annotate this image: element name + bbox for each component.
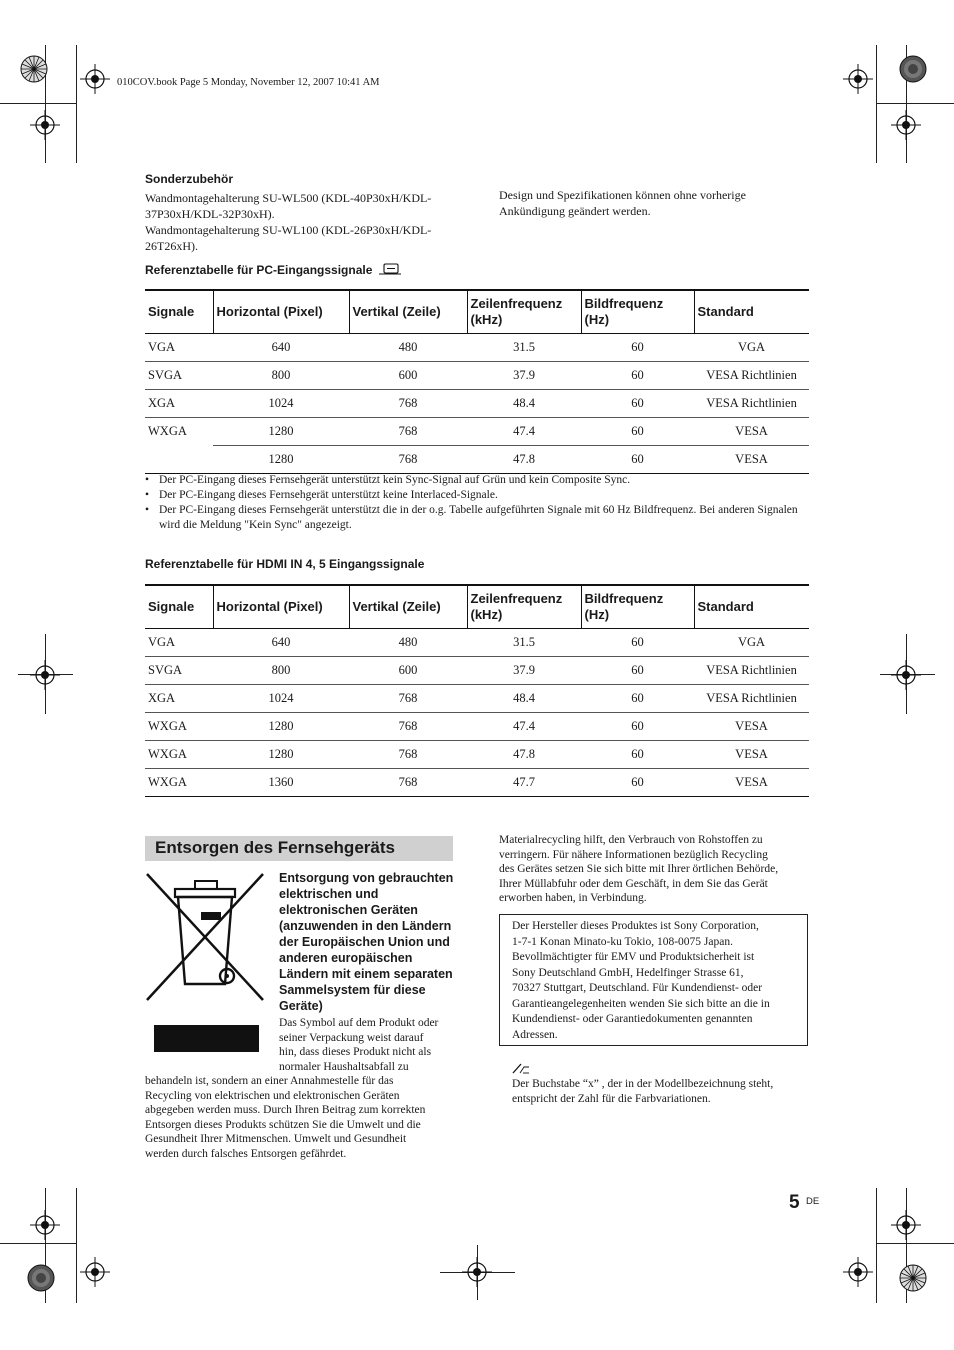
cell: 60: [581, 741, 694, 769]
table-row: [145, 629, 809, 657]
text-line: Das Symbol auf dem Produkt oder: [279, 1017, 439, 1029]
text-line: Adressen.: [512, 1028, 558, 1041]
page-number-value: 5: [789, 1192, 800, 1213]
cell: WXGA: [148, 424, 187, 439]
heading-line: elektrischen und: [279, 887, 379, 901]
starburst-mark-icon: [899, 1264, 927, 1292]
noise-mark-icon: [27, 1264, 55, 1292]
print-header: 010COV.book Page 5 Monday, November 12, 2007 10:41 AM: [117, 77, 380, 88]
cell: 768: [349, 713, 467, 741]
list-item: • Der PC-Eingang dieses Fernsehgerät unterstützt keine Interlaced-Signale.: [145, 488, 805, 503]
col-header: Bildfrequenz (Hz): [581, 290, 694, 334]
black-bar-mark: [154, 1025, 259, 1052]
registration-mark-icon: [891, 1210, 921, 1240]
cell: 600: [349, 657, 467, 685]
cell: 1280: [213, 446, 349, 474]
disposal-text-narrow: [279, 1016, 459, 1074]
text-line: des Gerätes setzen Sie sich bitte mit Ihrer örtlichen Behörde,: [499, 863, 779, 875]
pc-table-title: [145, 262, 401, 277]
text-line: erworben haben, in Verbindung.: [499, 892, 647, 904]
cell: VESA Richtlinien: [694, 685, 809, 713]
cell: 47.8: [467, 741, 581, 769]
text-line: Materialrecycling hilft, den Verbrauch von Rohstoffen zu: [499, 834, 763, 846]
cell: 768: [349, 390, 467, 418]
table-header-row: [145, 585, 809, 629]
heading-line: der Europäischen Union und: [279, 935, 450, 949]
col-header: Vertikal (Zeile): [349, 585, 467, 629]
cell: VESA Richtlinien: [694, 390, 809, 418]
list-item: • Der PC-Eingang dieses Fernsehgerät unterstützt kein Sync-Signal auf Grün und kein Composite Sync.: [145, 473, 805, 488]
cell: 37.9: [467, 657, 581, 685]
hdmi-signal-table: [145, 584, 809, 797]
pc-signal-table: [145, 289, 809, 474]
cell: 47.4: [467, 713, 581, 741]
text-line: 70327 Stuttgart, Deutschland. Für Kundendienst- oder: [512, 982, 763, 994]
text-line: normaler Haushaltsabfall zu: [279, 1060, 409, 1073]
text-line: entspricht der Zahl für die Farbvariationen.: [512, 1093, 711, 1105]
text-line: 1-7-1 Konan Minato-ku Tokio, 108-0075 Japan.: [512, 935, 733, 948]
cell: VESA: [694, 713, 809, 741]
pc-notes-list: [145, 473, 805, 533]
accessories-line: 37P30xH/KDL-32P30xH).: [145, 207, 275, 221]
registration-mark-icon: [30, 660, 60, 690]
text-line: Sony Deutschland GmbH, Hedelfinger Strasse 61,: [512, 966, 744, 979]
cell: VESA: [694, 418, 809, 446]
cell: 600: [349, 362, 467, 390]
registration-mark-icon: [891, 660, 921, 690]
table-row: [145, 685, 809, 713]
cell: VGA: [145, 334, 213, 362]
text-line: verringern. Für nähere Informationen bezüglich Recycling: [499, 848, 768, 861]
registration-mark-icon: [80, 64, 110, 94]
col-header: Horizontal (Pixel): [213, 290, 349, 334]
registration-mark-icon: [80, 1257, 110, 1287]
text-line: Der Hersteller dieses Produktes ist Sony Corporation,: [512, 920, 759, 932]
cell: SVGA: [145, 657, 213, 685]
cell: 60: [581, 334, 694, 362]
cell: VGA: [694, 334, 809, 362]
cell: VESA: [694, 741, 809, 769]
pc-table-title-text: Referenztabelle für PC-Eingangssignale: [145, 263, 373, 277]
cell: 60: [581, 362, 694, 390]
text-line: Der Buchstabe “x” , der in der Modellbezeichnung steht,: [512, 1078, 774, 1090]
cell: 47.7: [467, 769, 581, 797]
col-header: Signale: [145, 585, 213, 629]
cell: 480: [349, 629, 467, 657]
cell: 47.4: [467, 418, 581, 446]
registration-mark-icon: [30, 110, 60, 140]
cell: 1280: [213, 713, 349, 741]
text-line: seiner Verpackung weist darauf: [279, 1031, 424, 1044]
pencil-note-icon: [512, 1062, 530, 1074]
starburst-mark-icon: [20, 55, 48, 83]
table-row: [145, 362, 809, 390]
col-header: Signale: [145, 290, 213, 334]
page-language-code: DE: [806, 1196, 820, 1207]
disposal-text-wide: [145, 1074, 465, 1161]
registration-mark-icon: [462, 1257, 492, 1287]
accessories-line: Wandmontagehalterung SU-WL100 (KDL-26P30xH/KDL-: [145, 223, 432, 237]
table-row: [145, 390, 809, 418]
text-line: Entsorgen dieses Produkts schützen Sie die Umwelt und die: [145, 1118, 421, 1131]
heading-line: (anzuwenden in den Ländern: [279, 919, 452, 933]
page-number: [789, 1192, 819, 1214]
text-line: Gesundheit Ihrer Mitmenschen. Umwelt und Gesundheit: [145, 1133, 407, 1145]
cell: VESA Richtlinien: [694, 657, 809, 685]
col-header: Standard: [694, 290, 809, 334]
cell: WXGA: [145, 713, 213, 741]
cell: 768: [349, 446, 467, 474]
pc-input-icon: [379, 262, 401, 276]
cell: 640: [213, 629, 349, 657]
accessories-title: Sonderzubehör: [145, 172, 234, 186]
col-header: Zeilenfrequenz (kHz): [467, 290, 581, 334]
cell: 48.4: [467, 685, 581, 713]
cell: 48.4: [467, 390, 581, 418]
cell: VESA: [694, 769, 809, 797]
cell: 60: [581, 390, 694, 418]
heading-line: Entsorgung von gebrauchten: [279, 871, 454, 885]
cell: 480: [349, 334, 467, 362]
cell: 47.8: [467, 446, 581, 474]
recycling-text: [499, 833, 814, 906]
col-header: Bildfrequenz (Hz): [581, 585, 694, 629]
spec-note: [499, 187, 809, 219]
cell: 768: [349, 741, 467, 769]
manufacturer-box: [499, 914, 808, 1046]
accessories-line: Wandmontagehalterung SU-WL500 (KDL-40P30xH/KDL-: [145, 191, 432, 205]
cell: VESA Richtlinien: [694, 362, 809, 390]
col-header: Standard: [694, 585, 809, 629]
cell: 60: [581, 446, 694, 474]
cell: VGA: [145, 629, 213, 657]
cell: 31.5: [467, 629, 581, 657]
table-row: [145, 446, 809, 474]
cell: 1280: [213, 741, 349, 769]
table-row: [145, 334, 809, 362]
cell: VESA: [694, 446, 809, 474]
list-item: • Der PC-Eingang dieses Fernsehgerät unterstützt die in der o.g. Tabelle aufgeführten Signale mit 60 Hz Bildfrequenz. Bei anderen Signalen wird die Meldung "Kein Sync" angezeigt.: [145, 503, 805, 533]
cell: VGA: [694, 629, 809, 657]
text-line: Ihrer Müllabfuhr oder dem Geschäft, in dem Sie das Gerät: [499, 877, 768, 890]
registration-mark-icon: [843, 64, 873, 94]
table-row: [145, 657, 809, 685]
cell: SVGA: [145, 362, 213, 390]
registration-mark-icon: [891, 110, 921, 140]
heading-line: Geräte): [279, 999, 323, 1013]
section-title: Entsorgen des Fernsehgeräts: [155, 838, 395, 857]
cell: XGA: [145, 685, 213, 713]
cell: 1024: [213, 685, 349, 713]
heading-line: elektronischen Geräten: [279, 903, 418, 917]
heading-line: Ländern mit einem separaten: [279, 967, 453, 981]
cell: [145, 446, 213, 474]
disposal-heading: [279, 870, 457, 1014]
accessories-line: 26T26xH).: [145, 239, 198, 253]
text-line: werden durch falsches Entsorgen gefährdet.: [145, 1147, 347, 1160]
noise-mark-icon: [899, 55, 927, 83]
text-line: abgegeben werden muss. Durch Ihren Beitrag zum korrekten: [145, 1104, 426, 1116]
cell: 37.9: [467, 362, 581, 390]
table-header-row: [145, 290, 809, 334]
cell: 60: [581, 713, 694, 741]
cell: 768: [349, 769, 467, 797]
cell: 60: [581, 418, 694, 446]
cell: 768: [349, 418, 467, 446]
table-row: [145, 713, 809, 741]
cell: 60: [581, 629, 694, 657]
text-line: Bevollmächtigter für EMV und Produktsicherheit ist: [512, 951, 755, 963]
cell: 768: [349, 685, 467, 713]
cell: 1024: [213, 390, 349, 418]
spec-note-line: Ankündigung geändert werden.: [499, 204, 651, 218]
text-line: Garantieangelegenheiten wenden Sie sich bitte an die in: [512, 997, 770, 1010]
table-row: [145, 418, 809, 446]
cell: 800: [213, 657, 349, 685]
cell: WXGA: [145, 741, 213, 769]
cell: XGA: [145, 390, 213, 418]
registration-mark-icon: [30, 1210, 60, 1240]
cell: 640: [213, 334, 349, 362]
col-header: Zeilenfrequenz (kHz): [467, 585, 581, 629]
accessories-text: [145, 190, 465, 254]
text-line: behandeln ist, sondern an einer Annahmestelle für das: [145, 1075, 394, 1087]
model-note: [512, 1077, 812, 1107]
hdmi-table-title: Referenztabelle für HDMI IN 4, 5 Eingangssignale: [145, 557, 425, 571]
cell: 31.5: [467, 334, 581, 362]
crossed-out-wheelie-bin-icon: [145, 872, 265, 1002]
cell: 1360: [213, 769, 349, 797]
cell: WXGA: [145, 769, 213, 797]
cell: 1280: [213, 418, 349, 446]
table-row: [145, 741, 809, 769]
section-title-bar: [145, 836, 453, 861]
text-line: hin, dass dieses Produkt nicht als: [279, 1046, 432, 1058]
cell: 60: [581, 657, 694, 685]
heading-line: anderen europäischen: [279, 951, 413, 965]
spec-note-line: Design und Spezifikationen können ohne vorherige: [499, 188, 746, 202]
text-line: Kundendienst- oder Garantiedokumenten genannten: [512, 1013, 753, 1025]
col-header: Horizontal (Pixel): [213, 585, 349, 629]
registration-mark-icon: [843, 1257, 873, 1287]
col-header: Vertikal (Zeile): [349, 290, 467, 334]
heading-line: Sammelsystem für diese: [279, 983, 426, 997]
cell: 800: [213, 362, 349, 390]
text-line: Recycling von elektrischen und elektronischen Geräten: [145, 1089, 400, 1102]
cell: 60: [581, 769, 694, 797]
cell: 60: [581, 685, 694, 713]
table-row: [145, 769, 809, 797]
